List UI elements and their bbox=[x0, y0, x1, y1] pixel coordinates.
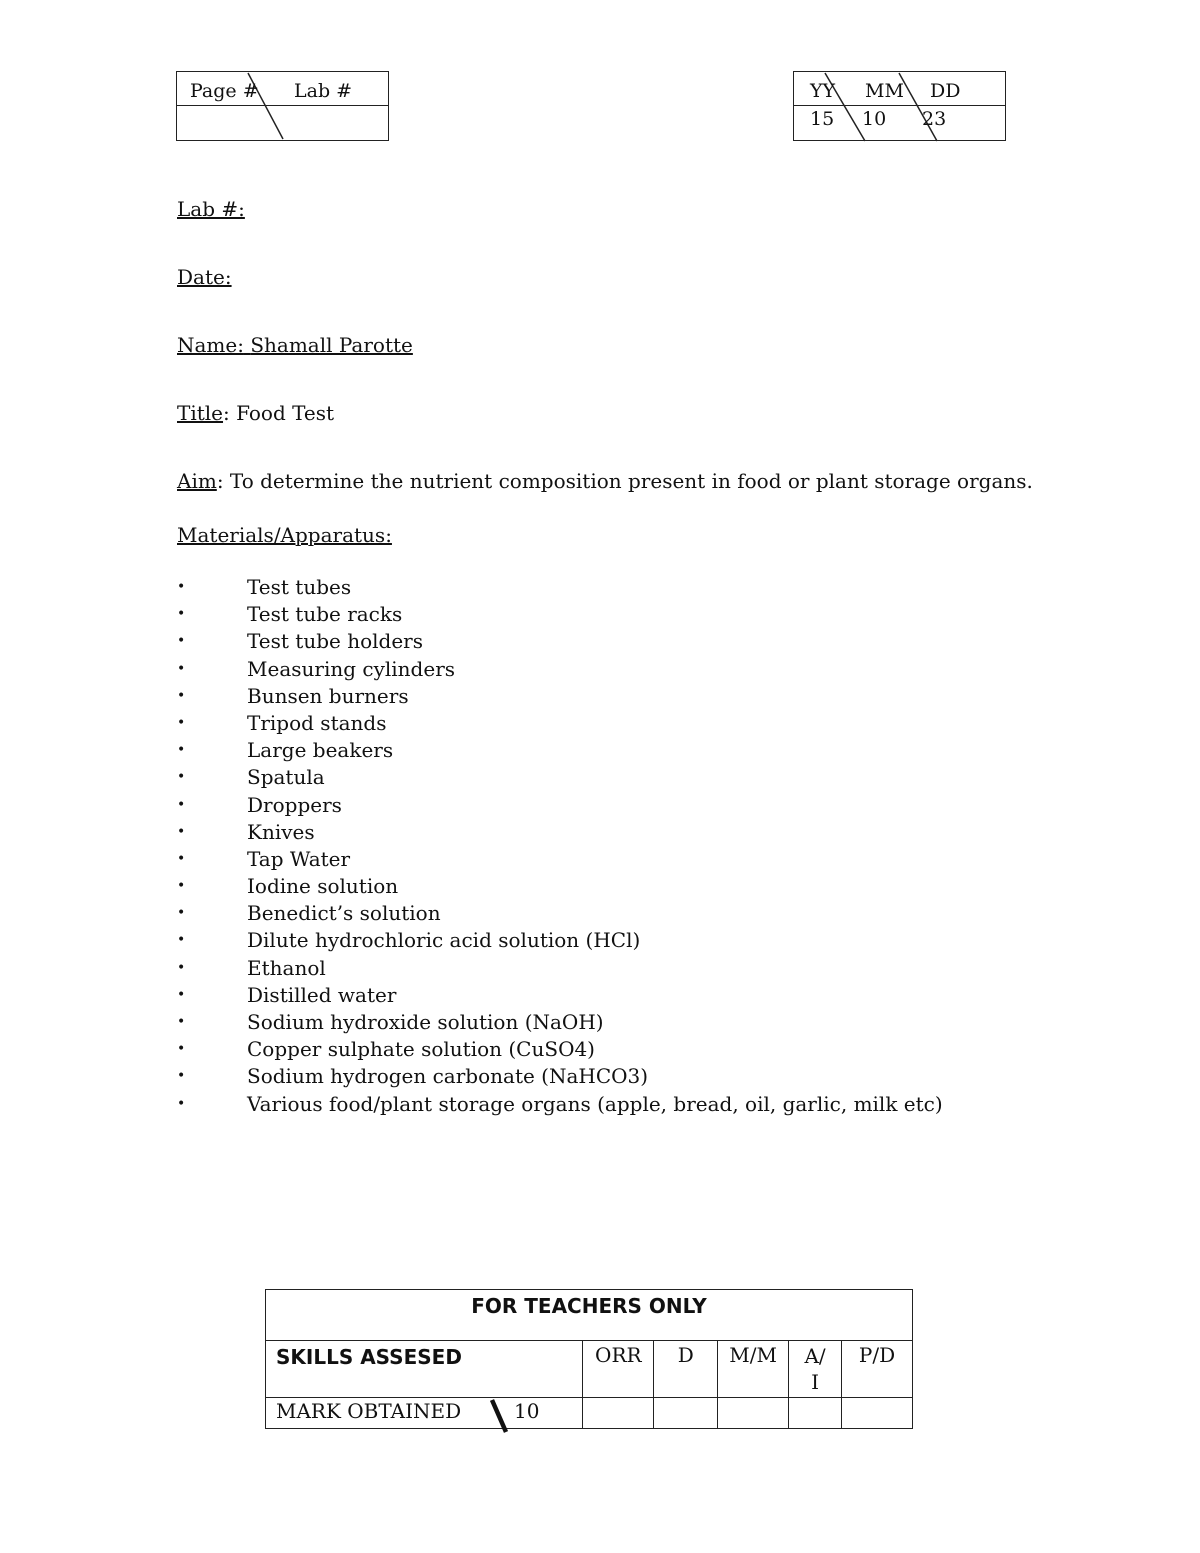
bullet-icon: • bbox=[177, 905, 186, 922]
title-field bbox=[177, 401, 334, 425]
skill-mm: M/M bbox=[718, 1341, 789, 1398]
dd-value: 23 bbox=[922, 108, 947, 130]
bullet-icon: • bbox=[177, 796, 186, 813]
bullet-icon: • bbox=[177, 1068, 186, 1085]
bullet-icon: • bbox=[177, 633, 186, 650]
title-field-value: : Food Test bbox=[223, 401, 335, 425]
mark-d-cell bbox=[654, 1398, 718, 1429]
bullet-icon: • bbox=[177, 932, 186, 949]
bullet-icon: • bbox=[177, 687, 186, 704]
mark-pd-cell bbox=[842, 1398, 913, 1429]
bullet-icon: • bbox=[177, 986, 186, 1003]
bullet-icon: • bbox=[177, 1095, 186, 1112]
lab-field bbox=[177, 197, 245, 221]
mark-total: 10 bbox=[514, 1399, 540, 1423]
mark-orr-cell bbox=[583, 1398, 654, 1429]
aim-field-label: Aim bbox=[177, 469, 217, 493]
mark-slash bbox=[486, 1398, 516, 1434]
skill-ai: A/ I bbox=[789, 1341, 842, 1398]
lab-field-label: Lab #: bbox=[177, 197, 245, 221]
date-field-label: Date: bbox=[177, 265, 232, 289]
aim-field-value: : To determine the nutrient composition present in food or plant storage organs. bbox=[216, 469, 1033, 493]
skill-orr: ORR bbox=[583, 1341, 654, 1398]
yy-value: 15 bbox=[810, 108, 835, 130]
bullet-icon: • bbox=[177, 660, 186, 677]
bullet-icon: • bbox=[177, 1041, 186, 1058]
lab-number-label: Lab # bbox=[294, 80, 353, 102]
mm-label: MM bbox=[865, 80, 904, 102]
bullet-icon: • bbox=[177, 959, 186, 976]
dd-label: DD bbox=[930, 80, 961, 102]
teachers-only-heading: FOR TEACHERS ONLY bbox=[266, 1290, 913, 1341]
mark-mm-cell bbox=[718, 1398, 789, 1429]
teachers-only-table bbox=[265, 1289, 913, 1429]
bullet-icon: • bbox=[177, 1014, 186, 1030]
materials-heading bbox=[177, 523, 392, 547]
bullet-icon: • bbox=[177, 850, 186, 867]
mark-obtained-cell bbox=[266, 1398, 583, 1429]
name-field bbox=[177, 333, 413, 357]
aim-field bbox=[177, 469, 1033, 493]
bullet-icon: • bbox=[177, 823, 186, 840]
bullet-icon: • bbox=[177, 579, 186, 595]
title-field-label: Title bbox=[177, 401, 224, 425]
mm-value: 10 bbox=[862, 108, 887, 130]
bullet-icon: • bbox=[177, 742, 186, 759]
bullet-icon: • bbox=[177, 714, 186, 731]
bullet-icon: • bbox=[177, 878, 186, 895]
name-field-label: Name: bbox=[177, 333, 244, 357]
bullet-icon: • bbox=[177, 769, 186, 786]
mark-obtained-label: MARK OBTAINED bbox=[276, 1399, 462, 1423]
materials-heading-label: Materials/Apparatus: bbox=[177, 523, 392, 547]
skill-d: D bbox=[654, 1341, 718, 1398]
skills-assessed-label: SKILLS ASSESED bbox=[266, 1341, 583, 1398]
bullet-icon: • bbox=[177, 606, 186, 623]
name-field-value: Shamall Parotte bbox=[250, 333, 413, 357]
date-field bbox=[177, 265, 232, 289]
yy-label: YY bbox=[810, 80, 836, 102]
skill-pd: P/D bbox=[842, 1341, 913, 1398]
mark-ai-cell bbox=[789, 1398, 842, 1429]
page-number-label: Page # bbox=[190, 80, 259, 102]
